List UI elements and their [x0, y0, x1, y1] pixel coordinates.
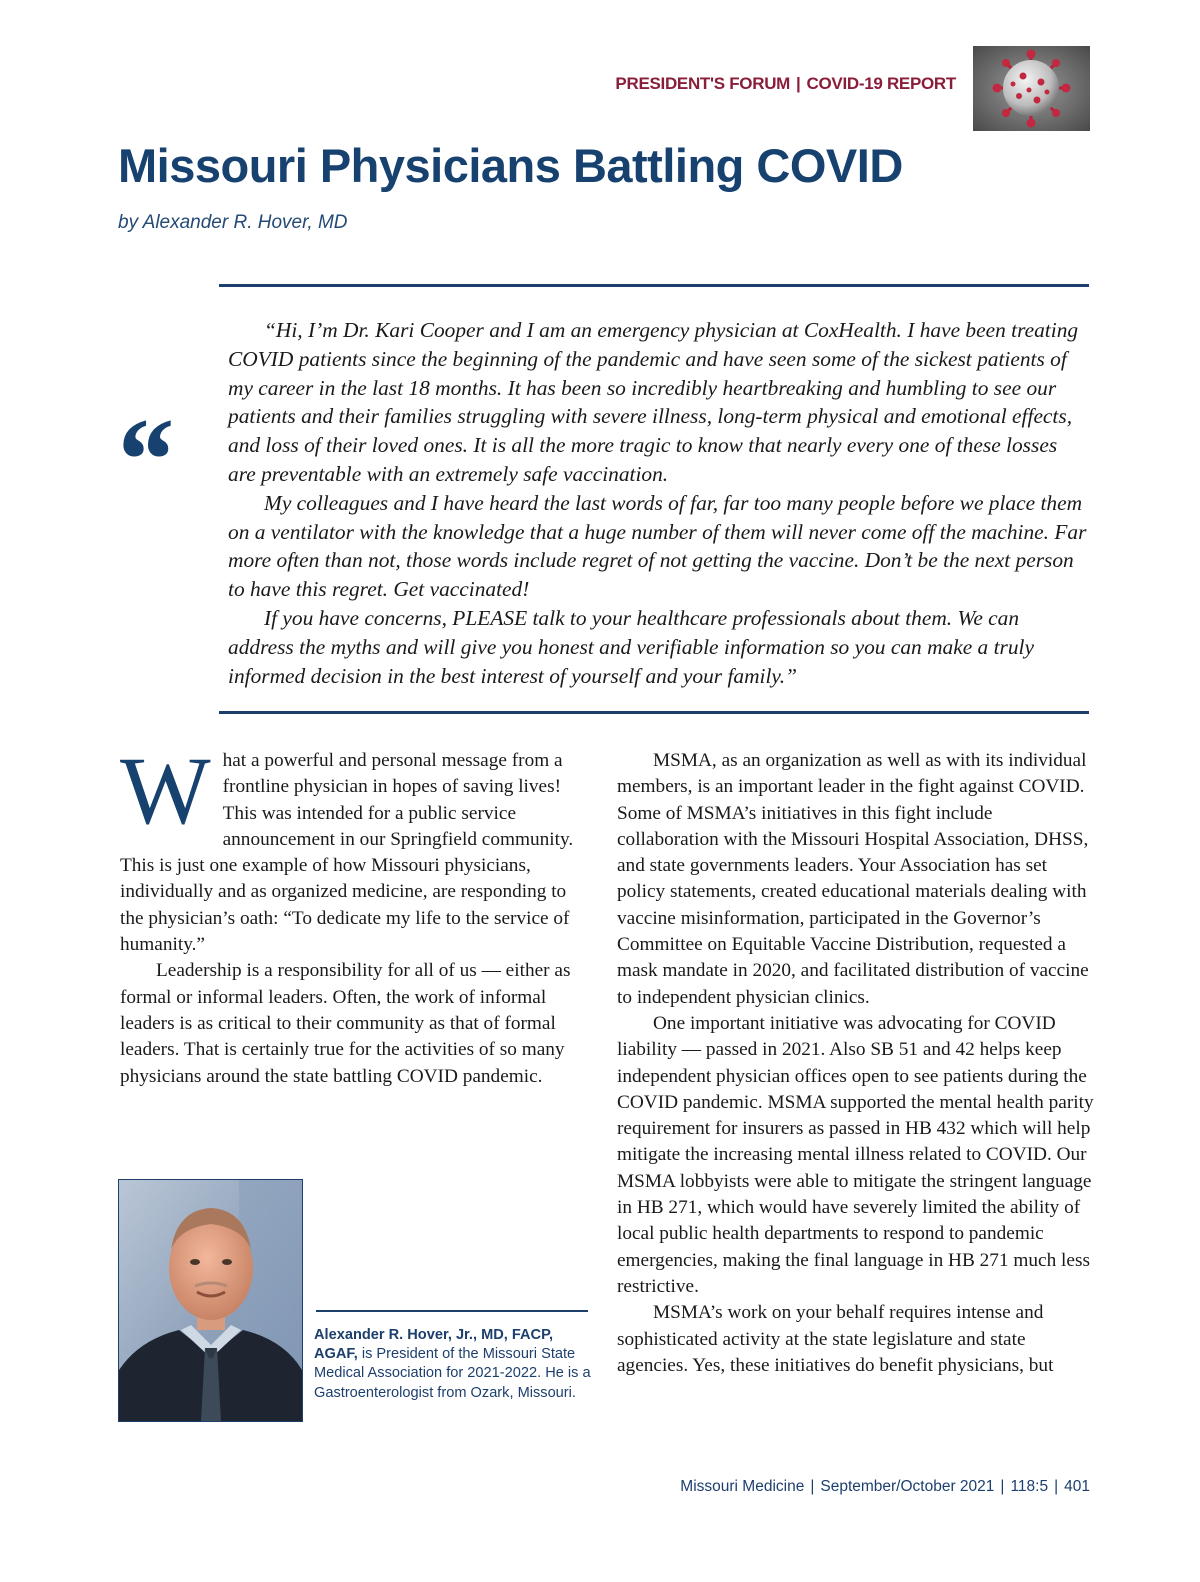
- drop-cap: W: [120, 737, 211, 844]
- coronavirus-image: [973, 46, 1090, 131]
- footer-separator: |: [810, 1478, 815, 1495]
- body-paragraph: One important initiative was advocating for COVID liability — passed in 2021. Also SB 51 and 42 helps keep independent physician offices open to see patients during the COVID pandemic. MSMA supported the mental health parity requirement for insurers as passed in HB 432 which will help mitigate the increasing mental illness related to COVID. Our MSMA lobbyists were able to mitigate the stringent language in HB 271, which would have severely limited the ability of local public health departments to respond to pandemic emergencies, making the final language in HB 271 much less restrictive.: [617, 1012, 1094, 1297]
- body-paragraph-text: hat a powerful and personal message from a frontline physician in hopes of saving lives! This was intended for a public service announcement in our Springfield community. This is just one example of how Missouri physicians, individually and as organized medicine, are responding to the physician’s oath: “To dedicate my life to the service of humanity.”: [120, 750, 574, 956]
- volume-number: 118:5: [1010, 1478, 1049, 1495]
- bio-rule: [316, 1310, 588, 1312]
- body-paragraph: [120, 737, 590, 958]
- pull-quote-paragraph: If you have concerns, PLEASE talk to your healthcare professionals about them. We can address the myths and will give you honest and verifiable information so you can make a truly informed decision in the best interest of yourself and your family.”: [228, 605, 1034, 688]
- quote-top-rule: [219, 284, 1089, 287]
- author-bio-text: is President of the Missouri State Medical Association for 2021-2022. He is a Gastroenterologist from Ozark, Missouri.: [314, 1346, 591, 1401]
- quote-bottom-rule: [219, 711, 1089, 714]
- author-name: Alexander R. Hover, Jr., MD, FACP, AGAF,: [314, 1327, 553, 1363]
- body-paragraph: Leadership is a responsibility for all of us — either as formal or informal leaders. Often, the work of informal leaders is as critical to their community as that of formal leaders. That is certainly true for the activities of so many physicians around the state battling COVID pandemic.: [120, 960, 571, 1087]
- article-title: Missouri Physicians Battling COVID: [118, 139, 903, 192]
- quote-mark: “: [112, 393, 172, 526]
- section-name: PRESIDENT'S FORUM: [615, 74, 791, 93]
- section-label: [560, 74, 956, 94]
- pull-quote-paragraph: My colleagues and I have heard the last words of far, far too many people before we place them on a ventilator with the knowledge that a huge number of them will never come off the machine. Far more often than not, those words include regret of not getting the vaccine. Don’t be the next person to have this regret. Get vaccinated!: [228, 490, 1087, 602]
- pull-quote: [228, 316, 1090, 690]
- author-bio: [314, 1326, 592, 1403]
- body-paragraph: MSMA, as an organization as well as with its individual members, is an important leader in the fight against COVID. Some of MSMA’s initiatives in this fight include collaboration with the Missouri Hospital Association, DHSS, and state governments leaders. Your Association has set policy statements, created educational materials dealing with vaccine misinformation, participated in the Governor’s Committee on Equitable Vaccine Distribution, requested a mask mandate in 2020, and facilitated distribution of vaccine to independent physician clinics.: [617, 750, 1089, 1008]
- byline: by Alexander R. Hover, MD: [118, 212, 348, 233]
- page-footer: [560, 1478, 1090, 1496]
- footer-separator: |: [1054, 1478, 1059, 1495]
- page-number: 401: [1064, 1478, 1090, 1495]
- issue-date: September/October 2021: [820, 1478, 995, 1495]
- report-name: COVID-19 REPORT: [806, 74, 956, 93]
- body-column-right: [617, 748, 1095, 1379]
- body-paragraph: MSMA’s work on your behalf requires intense and sophisticated activity at the state legislature and state agencies. Yes, these initiatives do benefit physicians, but: [617, 1302, 1054, 1376]
- body-column-left: [120, 737, 590, 1090]
- journal-name: Missouri Medicine: [680, 1478, 805, 1495]
- footer-separator: |: [1000, 1478, 1005, 1495]
- author-photo: [118, 1179, 303, 1422]
- pull-quote-paragraph: “Hi, I’m Dr. Kari Cooper and I am an emergency physician at CoxHealth. I have been treating COVID patients since the beginning of the pandemic and have seen some of the sickest patients of my career in the last 18 months. It has been so incredibly heartbreaking and humbling to see our patients and their families struggling with severe illness, long-term physical and emotional effects, and loss of their loved ones. It is all the more tragic to know that nearly every one of these losses are preventable with an extremely safe vaccination.: [228, 318, 1079, 486]
- section-separator: |: [796, 74, 801, 93]
